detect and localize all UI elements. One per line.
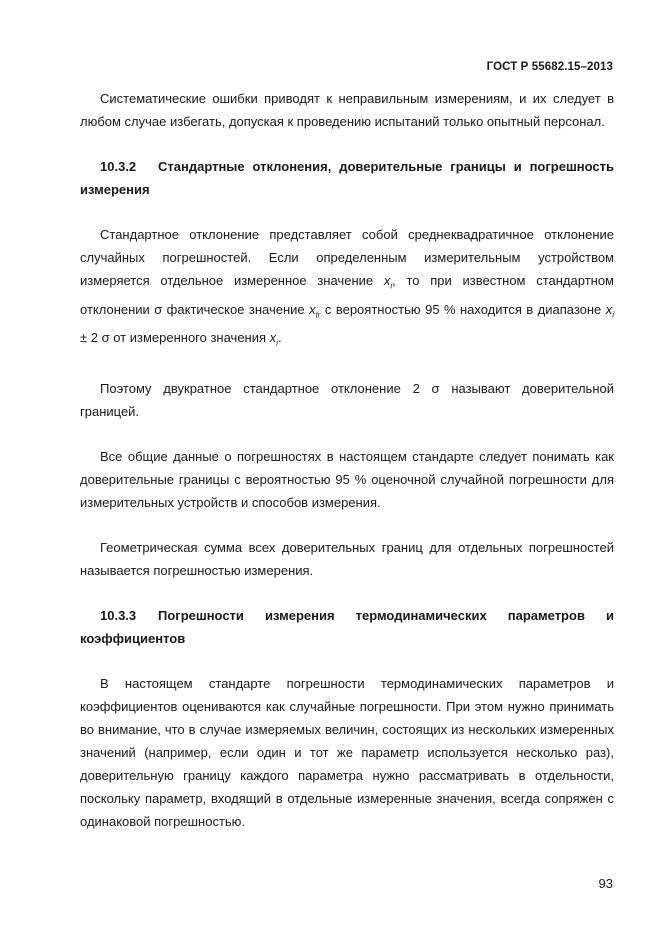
paragraph-general-data: Все общие данные о погрешностях в настоящем стандарте следует понимать как доверительные границы с вероятностью 95 % оценочной случайной погрешности для измерительных устройств и способов измерения. <box>80 448 614 510</box>
paragraph-geometric-sum: Геометрическая сумма всех доверительных границ для отдельных погрешностей называется погрешностью измерения. <box>80 539 614 578</box>
section-number: 10.3.2 <box>100 159 137 174</box>
paragraph-confidence-limit: Поэтому двукратное стандартное отклонение 2 σ называют доверительной границей. <box>80 380 614 419</box>
section-heading-10-3-3 <box>80 604 614 650</box>
paragraph-standard-deviation: Стандартное отклонение представляет собой среднеквадратичное отклонение случайных погрешностей. Если определенным измерительным устройством измеряется отдельное измеренное значение $x_i$, то при известном стандартном отклонении σ фактическое значение $x_{tr}$ с вероятностью 95 % находится в диапазоне $x_i \pm 2$ σ от измеренного значения $x_i$. <box>80 227 614 348</box>
section-title: Стандартные отклонения, доверительные границы и погрешность измерения <box>80 159 614 197</box>
page-body <box>80 87 614 833</box>
section-heading-10-3-2 <box>80 155 614 201</box>
paragraph-thermodynamic-errors: В настоящем стандарте погрешности термодинамических параметров и коэффициентов оцениваются как случайные погрешности. При этом нужно принимать во внимание, что в случае измеряемых величин, состоящих из нескольких измеренных значений (например, если один и тот же параметр используется несколько раз), доверительную границу каждого параметра нужно рассматривать в отдельности, поскольку параметр, входящий в отдельные измеренные значения, всегда сопряжен с одинаковой погрешностью. <box>80 675 614 829</box>
paragraph-systematic-errors: Систематические ошибки приводят к неправильным измерениям, и их следует в любом случае избегать, допуская к проведению испытаний только опытный персонал. <box>80 91 614 129</box>
section-number: 10.3.3 <box>100 607 137 623</box>
section-title: Погрешности измерения термодинамических параметров и коэффициентов <box>80 607 614 646</box>
standard-code-header: ГОСТ Р 55682.15–2013 <box>486 61 613 73</box>
page-number: 93 <box>598 876 613 891</box>
